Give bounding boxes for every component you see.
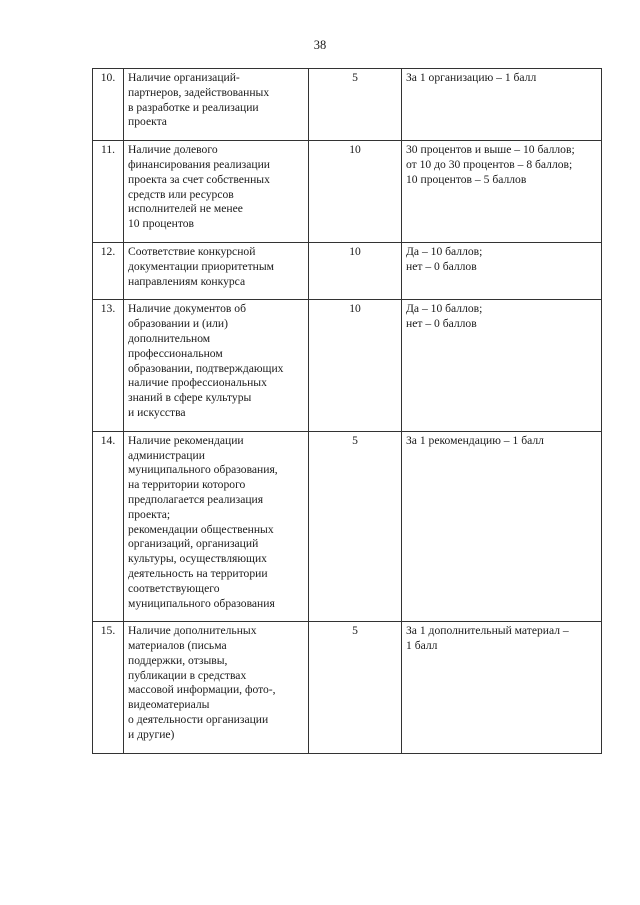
criterion-name-line: проекта за счет собственных xyxy=(128,172,270,186)
max-points-cell: 5 xyxy=(309,431,402,622)
criterion-name-cell xyxy=(124,141,309,243)
max-points-cell: 5 xyxy=(309,69,402,141)
criterion-name-line: на территории которого xyxy=(128,478,246,492)
table-row xyxy=(93,431,602,622)
criterion-name-line: образовании, подтверждающих xyxy=(128,361,284,375)
criterion-name-line: 10 процентов xyxy=(128,217,195,231)
criterion-name-line: о деятельности организации xyxy=(128,713,269,727)
criterion-name-line: Наличие документов об xyxy=(128,302,246,316)
scoring-rule-cell xyxy=(402,242,602,299)
criterion-name-line: финансирования реализации xyxy=(128,157,270,171)
criterion-name-line: предполагается реализация xyxy=(128,492,264,506)
page-number: 38 xyxy=(313,38,327,52)
criterion-name-line: проекта xyxy=(128,115,167,129)
criterion-name-cell xyxy=(124,69,309,141)
scoring-rule-cell xyxy=(402,69,602,141)
scoring-rule-line: Да – 10 баллов; xyxy=(406,302,483,316)
criterion-name-line: наличие профессиональных xyxy=(128,376,267,390)
criterion-name-line: публикации в средствах xyxy=(128,668,247,682)
scoring-rule-line: 1 балл xyxy=(406,639,438,653)
criterion-name-line: знаний в сфере культуры xyxy=(128,391,252,405)
max-points-cell: 10 xyxy=(309,141,402,243)
criterion-name-line: материалов (письма xyxy=(128,639,227,653)
criterion-name-line: культуры, осуществляющих xyxy=(128,552,267,566)
max-points-cell: 5 xyxy=(309,622,402,753)
criterion-name-line: организаций, организаций xyxy=(128,537,259,551)
table-row xyxy=(93,622,602,753)
criterion-name-line: и другие) xyxy=(128,727,175,741)
scoring-rule-line: Да – 10 баллов; xyxy=(406,244,483,258)
criterion-name-cell xyxy=(124,242,309,299)
criterion-name-line: проекта; xyxy=(128,507,171,521)
criterion-name-line: в разработке и реализации xyxy=(128,100,259,114)
criterion-name-line: документации приоритетным xyxy=(128,259,274,273)
criterion-name-line: Наличие долевого xyxy=(128,143,218,157)
criterion-name-cell xyxy=(124,300,309,431)
scoring-rule-cell xyxy=(402,431,602,622)
row-number: 10. xyxy=(93,69,124,141)
criteria-table xyxy=(92,68,602,754)
table-row xyxy=(93,300,602,431)
scoring-rule-line: За 1 рекомендацию – 1 балл xyxy=(406,433,544,447)
row-number: 15. xyxy=(93,622,124,753)
scoring-rule-line: от 10 до 30 процентов – 8 баллов; xyxy=(406,157,573,171)
scoring-rule-line: нет – 0 баллов xyxy=(406,259,477,273)
criterion-name-line: рекомендации общественных xyxy=(128,522,274,536)
criterion-name-line: Наличие рекомендации xyxy=(128,433,244,447)
row-number: 12. xyxy=(93,242,124,299)
scoring-rule-cell xyxy=(402,622,602,753)
scoring-rule-line: 10 процентов – 5 баллов xyxy=(406,172,527,186)
criterion-name-line: Наличие организаций- xyxy=(128,71,240,84)
table-row xyxy=(93,141,602,243)
criterion-name-line: дополнительном xyxy=(128,331,211,345)
criterion-name-line: муниципального образования, xyxy=(128,463,278,477)
table-row xyxy=(93,69,602,141)
scoring-rule-line: За 1 организацию – 1 балл xyxy=(406,71,537,84)
scoring-rule-cell xyxy=(402,300,602,431)
criterion-name-line: исполнителей не менее xyxy=(128,202,243,216)
criterion-name-line: муниципального образования xyxy=(128,596,275,610)
scoring-rule-cell xyxy=(402,141,602,243)
criterion-name-line: администрации xyxy=(128,448,205,462)
criterion-name-cell xyxy=(124,431,309,622)
criterion-name-line: средств или ресурсов xyxy=(128,187,234,201)
criterion-name-line: видеоматериалы xyxy=(128,698,210,712)
max-points-cell: 10 xyxy=(309,242,402,299)
criterion-name-line: поддержки, отзывы, xyxy=(128,653,228,667)
criterion-name-line: Соответствие конкурсной xyxy=(128,244,256,258)
scoring-rule-line: нет – 0 баллов xyxy=(406,317,477,331)
criterion-name-line: Наличие дополнительных xyxy=(128,624,257,638)
scoring-rule-line: 30 процентов и выше – 10 баллов; xyxy=(406,143,575,157)
criterion-name-cell xyxy=(124,622,309,753)
row-number: 14. xyxy=(93,431,124,622)
scoring-rule-line: За 1 дополнительный материал – xyxy=(406,624,569,638)
criterion-name-line: образовании и (или) xyxy=(128,317,228,331)
table-row xyxy=(93,242,602,299)
max-points-cell: 10 xyxy=(309,300,402,431)
criterion-name-line: массовой информации, фото-, xyxy=(128,683,276,697)
criteria-table-body xyxy=(93,69,602,754)
criterion-name-line: направлениям конкурса xyxy=(128,274,246,288)
criterion-name-line: и искусства xyxy=(128,405,186,419)
criterion-name-line: профессиональном xyxy=(128,346,223,360)
row-number: 11. xyxy=(93,141,124,243)
criterion-name-line: деятельность на территории xyxy=(128,566,268,580)
row-number: 13. xyxy=(93,300,124,431)
criterion-name-line: соответствующего xyxy=(128,581,220,595)
criterion-name-line: партнеров, задействованных xyxy=(128,85,270,99)
